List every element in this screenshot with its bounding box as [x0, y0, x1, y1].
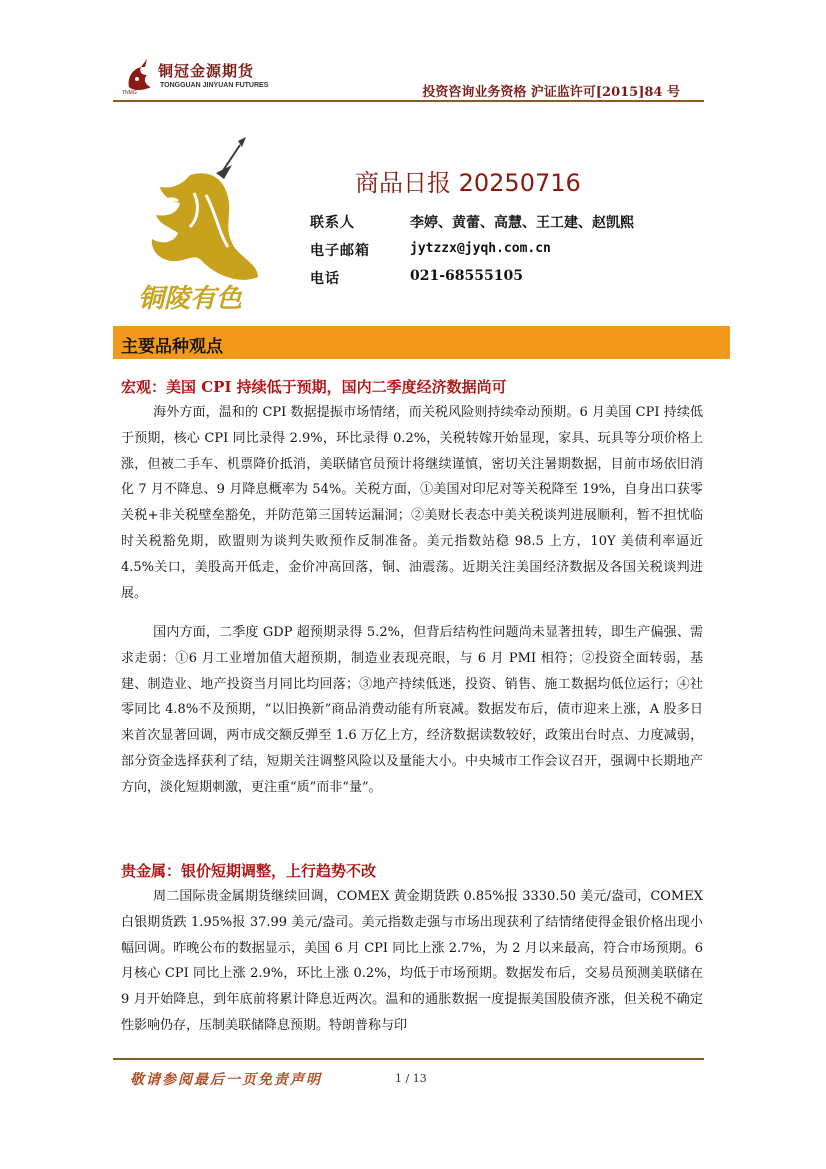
- email-label: 电子邮箱: [310, 243, 370, 259]
- company-name-en: TONGGUAN JINYUAN FUTURES: [160, 82, 269, 89]
- section-title: 主要品种观点: [121, 337, 223, 357]
- emblem-logo-icon: [120, 135, 280, 325]
- company-abbr: TNMG: [122, 90, 137, 96]
- macro-heading: 宏观：美国 CPI 持续低于预期，国内二季度经济数据尚可: [121, 378, 507, 396]
- phone-label: 电话: [310, 271, 340, 287]
- phone-value: 021-68555105: [410, 268, 523, 284]
- header-divider: [113, 100, 704, 102]
- disclaimer-text: 敬请参阅最后一页免责声明: [130, 1072, 322, 1088]
- macro-paragraph-1-text: 海外方面，温和的 CPI 数据提振市场情绪，而关税风险则持续牵动预期。6 月美国 CPI 持续低于预期，核心 CPI 同比录得 2.9%，环比录得 0.2%，关税转嫁开始显现，家具、玩具等分项价格上涨，但被二手车、机票降价抵消，美联储官员预计将继续谨慎，密切关注暑期数据，目前市场依旧消化 7 月不降息、9 月降息概率为 54%。关税方面，①美国对印尼对等关税降至 19%，自身出口获零关税+非关税壁垒豁免，并防范第三国转运漏洞；②美财长表态中美关税谈判进展顺利，暂不担忧临时关税豁免期，欧盟则为谈判失败预作反制准备。美元指数站稳 98.5 上方，10Y 美债利率逼近 4.5%关口，美股高开低走，金价冲高回落，铜、油震荡。近期关注美国经济数据及各国关税谈判进展。: [121, 405, 703, 601]
- report-title: 商品日报 20250716: [355, 169, 581, 197]
- macro-paragraph-2: [121, 620, 703, 801]
- metals-heading: 贵金属：银价短期调整，上行趋势不改: [121, 862, 377, 880]
- contact-label: 联系人: [310, 215, 355, 231]
- page-number: 1 / 13: [395, 1072, 427, 1085]
- metals-paragraph-1-text: 周二国际贵金属期货继续回调，COMEX 黄金期货跌 0.85%报 3330.50 美元/盎司，COMEX 白银期货跌 1.95%报 37.99 美元/盎司。美元指数走强与市场出现获利了结情绪使得金银价格出现小幅回调。昨晚公布的数据显示，美国 6 月 CPI 同比上涨 2.7%，为 2 月以来最高，符合市场预期。6 月核心 CPI 同比上涨 2.9%，环比上涨 0.2%，均低于市场预期。数据发布后，交易员预测美联储在 9 月开始降息，到年底前将累计降息近两次。温和的通胀数据一度提振美国股债齐涨，但关税不确定性影响仍存，压制美联储降息预期。特朗普称与印: [121, 889, 703, 1033]
- emblem-calligraphy: 铜陵有色: [138, 284, 243, 314]
- macro-paragraph-2-text: 国内方面，二季度 GDP 超预期录得 5.2%，但背后结构性问题尚未显著扭转，即生产偏强、需求走弱：①6 月工业增加值大超预期，制造业表现亮眼，与 6 月 PMI 相符；②投资全面转弱，基建、制造业、地产投资当月同比均回落；③地产持续低迷，投资、销售、施工数据均低位运行；④社零同比 4.8%不及预期，“以旧换新”商品消费动能有所衰减。数据发布后，债市迎来上涨，A 股多日来首次显著回调，两市成交额反弹至 1.6 万亿上方，经济数据读数较好，政策出台时点、力度减弱，部分资金选择获利了结，短期关注调整风险以及量能大小。中央城市工作会议召开，强调中长期地产方向，淡化短期刺激，更注重“质”而非“量”。: [121, 625, 703, 795]
- metals-paragraph-1: [121, 884, 703, 1039]
- email-value[interactable]: jytzzx@jyqh.com.cn: [410, 241, 551, 256]
- footer-divider: [113, 1058, 704, 1060]
- company-name-cn: 铜冠金源期货: [158, 62, 255, 80]
- license-text: 投资咨询业务资格 沪证监许可[2015]84 号: [422, 85, 680, 100]
- contact-value: 李婷、黄蕾、高慧、王工建、赵凯熙: [410, 215, 634, 231]
- macro-paragraph-1: [121, 400, 703, 606]
